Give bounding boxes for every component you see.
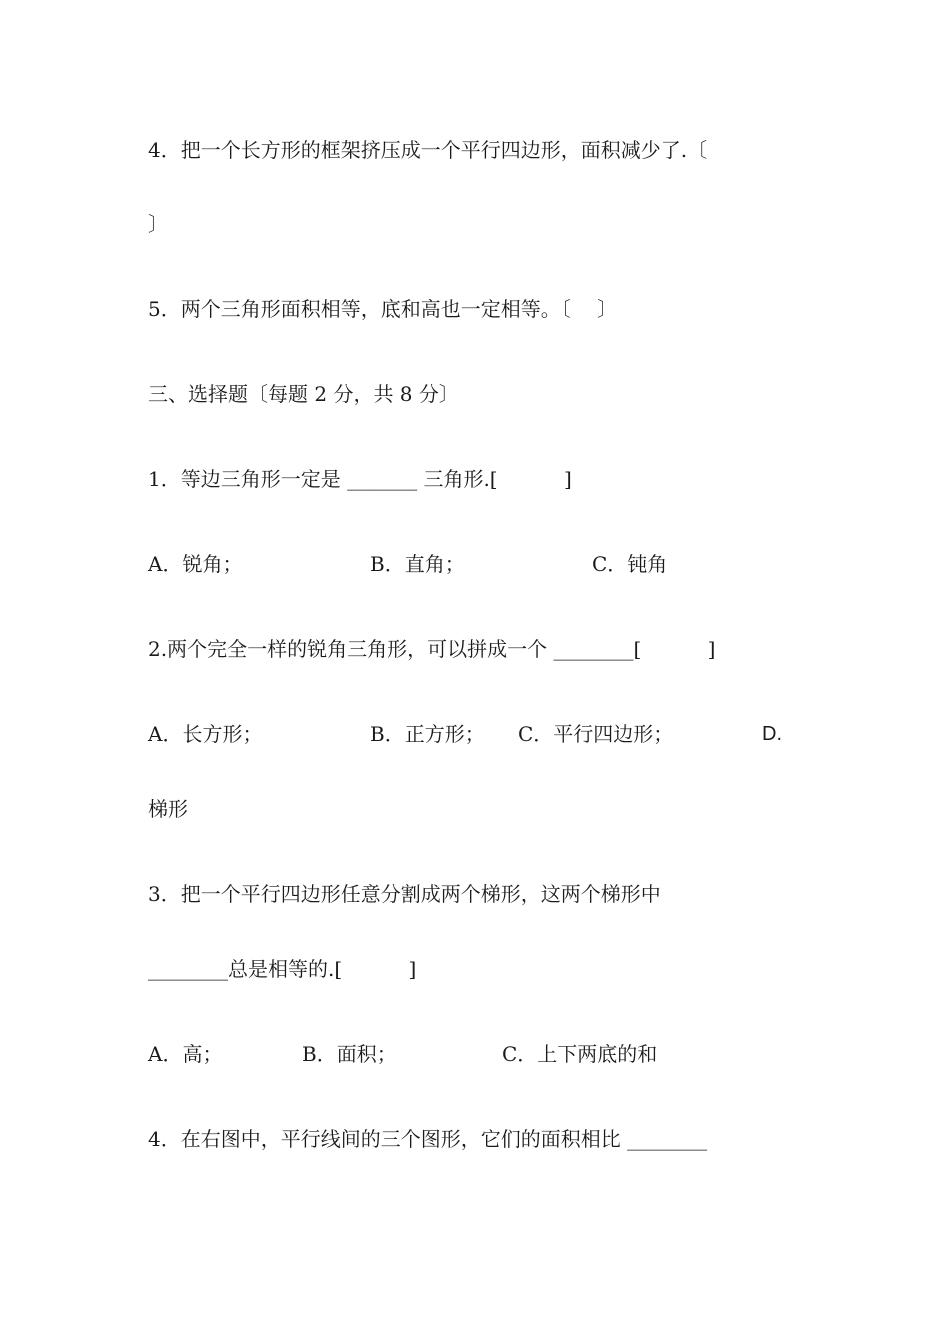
question-1-stem: 1．等边三角形一定是 _______ 三角形.[ ] [148, 467, 572, 491]
question-3-option-a: A．高； [148, 1042, 223, 1066]
question-1-option-b: B．直角； [370, 552, 465, 576]
question-1-option-c: C．钝角 [592, 552, 668, 576]
judgement-q4-line2: 〕 [148, 212, 168, 236]
section-title-choice: 三、选择题〔每题 2 分，共 8 分〕 [148, 382, 459, 406]
question-2-option-c: C．平行四边形； [518, 722, 674, 746]
question-2-option-d-label: D. [762, 723, 782, 745]
question-2-option-a: A．长方形； [148, 722, 263, 746]
judgement-q5: 5．两个三角形面积相等，底和高也一定相等。〔 〕 [148, 297, 618, 321]
question-2-stem: 2.两个完全一样的锐角三角形，可以拼成一个 ________[ ] [148, 637, 716, 661]
question-3-stem-line2: ________总是相等的.[ ] [148, 957, 417, 981]
judgement-q4-line1: 4．把一个长方形的框架挤压成一个平行四边形，面积减少了.〔 [148, 138, 708, 162]
question-3-stem-line1: 3．把一个平行四边形任意分割成两个梯形，这两个梯形中 [148, 882, 661, 906]
question-3-option-c: C．上下两底的和 [502, 1042, 658, 1066]
question-2-option-d-text: 梯形 [148, 797, 188, 821]
question-4-stem: 4．在右图中，平行线间的三个图形，它们的面积相比 ________ [148, 1127, 708, 1151]
question-3-option-b: B．面积； [302, 1042, 397, 1066]
question-1-option-a: A．锐角； [148, 552, 243, 576]
question-2-option-b: B．正方形； [370, 722, 485, 746]
